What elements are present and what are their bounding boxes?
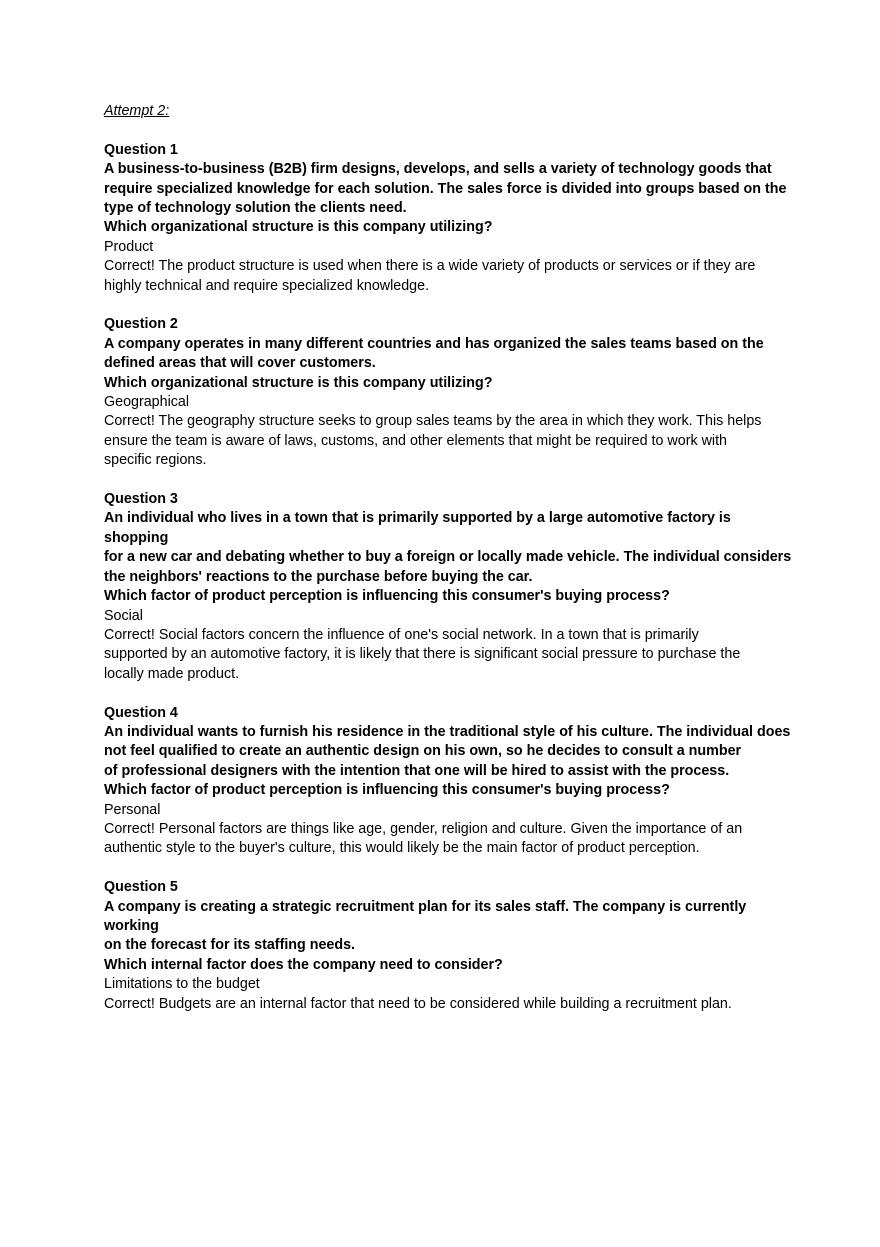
- question-heading: Question 2: [104, 316, 178, 333]
- question-text-line: A business-to-business (B2B) firm designs, develops, and sells a variety of technology goods that: [104, 161, 772, 178]
- question-answer: Product: [104, 238, 154, 255]
- question-heading: Question 3: [104, 491, 178, 508]
- question-block-5: [104, 878, 794, 1014]
- question-heading: Question 1: [104, 141, 178, 158]
- answer-feedback-line: locally made product.: [104, 665, 240, 682]
- answer-feedback-line: Correct! The geography structure seeks to group sales teams by the area in which they work. This helps: [104, 413, 762, 430]
- question-text-line: type of technology solution the clients need.: [104, 200, 407, 217]
- answer-feedback-line: highly technical and require specialized knowledge.: [104, 277, 430, 294]
- question-answer: Geographical: [104, 394, 190, 411]
- answer-feedback-line: Correct! The product structure is used when there is a wide variety of products or services or if they are: [104, 258, 756, 275]
- question-text-line: An individual who lives in a town that is primarily supported by a large automotive factory is shopping: [104, 510, 731, 546]
- question-text-line: An individual wants to furnish his residence in the traditional style of his culture. The individual does: [104, 723, 791, 740]
- answer-feedback-line: specific regions.: [104, 452, 207, 469]
- question-text-line: of professional designers with the intention that one will be hired to assist with the process.: [104, 762, 730, 779]
- answer-feedback-line: authentic style to the buyer's culture, this would likely be the main factor of product perception.: [104, 840, 700, 857]
- question-prompt: Which organizational structure is this company utilizing?: [104, 219, 493, 236]
- question-text-line: the neighbors' reactions to the purchase before buying the car.: [104, 568, 533, 585]
- question-prompt: Which factor of product perception is influencing this consumer's buying process?: [104, 588, 670, 605]
- question-block-1: [104, 141, 794, 296]
- question-answer: Limitations to the budget: [104, 976, 260, 993]
- question-answer: Social: [104, 607, 143, 624]
- question-answer: Personal: [104, 801, 161, 818]
- answer-feedback-line: ensure the team is aware of laws, customs, and other elements that might be required to work with: [104, 432, 728, 449]
- answer-feedback-line: supported by an automotive factory, it is likely that there is significant social pressure to purchase the: [104, 646, 741, 663]
- answer-feedback-line: Correct! Budgets are an internal factor that need to be considered while building a recruitment plan.: [104, 995, 732, 1012]
- question-block-4: [104, 704, 794, 859]
- question-block-3: [104, 490, 794, 684]
- answer-feedback-line: Correct! Social factors concern the influence of one's social network. In a town that is primarily: [104, 626, 699, 643]
- question-heading: Question 4: [104, 704, 178, 721]
- question-text-line: A company is creating a strategic recruitment plan for its sales staff. The company is currently working: [104, 898, 747, 934]
- question-text-line: defined areas that will cover customers.: [104, 355, 376, 372]
- question-text-line: on the forecast for its staffing needs.: [104, 937, 356, 954]
- question-text-line: for a new car and debating whether to buy a foreign or locally made vehicle. The individual considers: [104, 549, 792, 566]
- answer-feedback-line: Correct! Personal factors are things like age, gender, religion and culture. Given the importance of an: [104, 820, 743, 837]
- document-page: [104, 102, 794, 1033]
- question-block-2: [104, 315, 794, 470]
- question-heading: Question 5: [104, 879, 178, 896]
- question-prompt: Which organizational structure is this company utilizing?: [104, 374, 493, 391]
- attempt-label: Attempt 2:: [104, 103, 170, 119]
- question-prompt: Which factor of product perception is influencing this consumer's buying process?: [104, 782, 670, 799]
- question-text-line: A company operates in many different countries and has organized the sales teams based on the: [104, 335, 764, 352]
- question-text-line: not feel qualified to create an authentic design on his own, so he decides to consult a number: [104, 743, 742, 760]
- question-prompt: Which internal factor does the company need to consider?: [104, 956, 503, 973]
- question-text-line: require specialized knowledge for each solution. The sales force is divided into groups based on the: [104, 180, 787, 197]
